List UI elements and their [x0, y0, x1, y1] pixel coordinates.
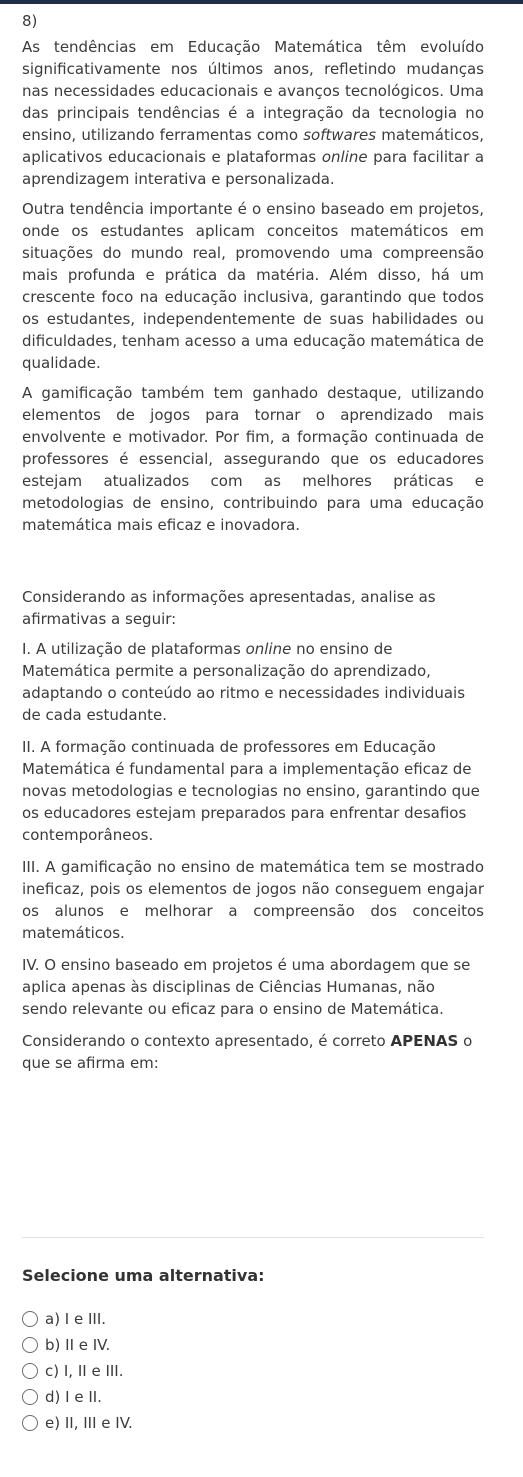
- intro-paragraph-1: As tendências em Educação Matemática têm evoluído significativamente nos últimos anos, refletindo mudanças nas necessidades educacionais e avanços tecnológicos. Uma das principais tendências é a integração da tecnologia no ensino, utilizando ferramentas como softwares matemáticos, aplicativos educacionais e plataformas online para facilitar a aprendizagem interativa e personalizada.: [22, 38, 485, 188]
- option-a[interactable]: [22, 1306, 133, 1332]
- final-question: Considerando o contexto apresentado, é correto APENAS o que se afirma em:: [22, 1032, 473, 1072]
- option-label: b) II e IV.: [45, 1336, 111, 1354]
- radio-button[interactable]: [22, 1311, 38, 1327]
- intro-paragraph-3: A gamificação também tem ganhado destaque, utilizando elementos de jogos para tornar o aprendizado mais envolvente e motivador. Por fim, a formação continuada de professores é essencial, assegurando que os educadores estejam atualizados com as melhores práticas e metodologias de ensino, contribuindo para uma educação matemática mais eficaz e inovadora.: [22, 384, 484, 534]
- option-label: e) II, III e IV.: [45, 1414, 133, 1432]
- option-d[interactable]: [22, 1384, 133, 1410]
- select-alternative-label: Selecione uma alternativa:: [22, 1266, 265, 1285]
- option-label: d) I e II.: [45, 1388, 102, 1406]
- question-statement: [22, 36, 484, 1074]
- affirmative-4: IV. O ensino baseado em projetos é uma abordagem que se aplica apenas às disciplinas de Ciências Humanas, não sendo relevante ou eficaz para o ensino de Matemática.: [22, 956, 471, 1018]
- intro-paragraph-2: Outra tendência importante é o ensino baseado em projetos, onde os estudantes aplicam conceitos matemáticos em situações do mundo real, promovendo uma compreensão mais profunda e prática da matéria. Além disso, há um crescente foco na educação inclusiva, garantindo que todos os estudantes, independentemente de suas habilidades ou dificuldades, tenham acesso a uma educação matemática de qualidade.: [22, 200, 484, 372]
- radio-button[interactable]: [22, 1389, 38, 1405]
- radio-button[interactable]: [22, 1363, 38, 1379]
- option-b[interactable]: [22, 1332, 133, 1358]
- option-c[interactable]: [22, 1358, 133, 1384]
- radio-button[interactable]: [22, 1415, 38, 1431]
- question-number: 8): [22, 12, 38, 30]
- radio-button[interactable]: [22, 1337, 38, 1353]
- affirmative-3: III. A gamificação no ensino de matemática tem se mostrado ineficaz, pois os elementos de jogos não conseguem engajar os alunos e melhorar a compreensão dos conceitos matemáticos.: [22, 858, 484, 942]
- section-divider: [22, 1237, 484, 1238]
- consider-text: Considerando as informações apresentadas, analise as afirmativas a seguir:: [22, 588, 436, 628]
- affirmative-1: I. A utilização de plataformas online no ensino de Matemática permite a personalização do aprendizado, adaptando o conteúdo ao ritmo e necessidades individuais de cada estudante.: [22, 640, 466, 724]
- option-label: a) I e III.: [45, 1310, 107, 1328]
- option-label: c) I, II e III.: [45, 1362, 124, 1380]
- top-bar: [0, 0, 523, 4]
- alternatives-list: [22, 1306, 133, 1436]
- affirmative-2: II. A formação continuada de professores em Educação Matemática é fundamental para a implementação eficaz de novas metodologias e tecnologias no ensino, garantindo que os educadores estejam preparados para enfrentar desafios contemporâneos.: [22, 738, 480, 844]
- option-e[interactable]: [22, 1410, 133, 1436]
